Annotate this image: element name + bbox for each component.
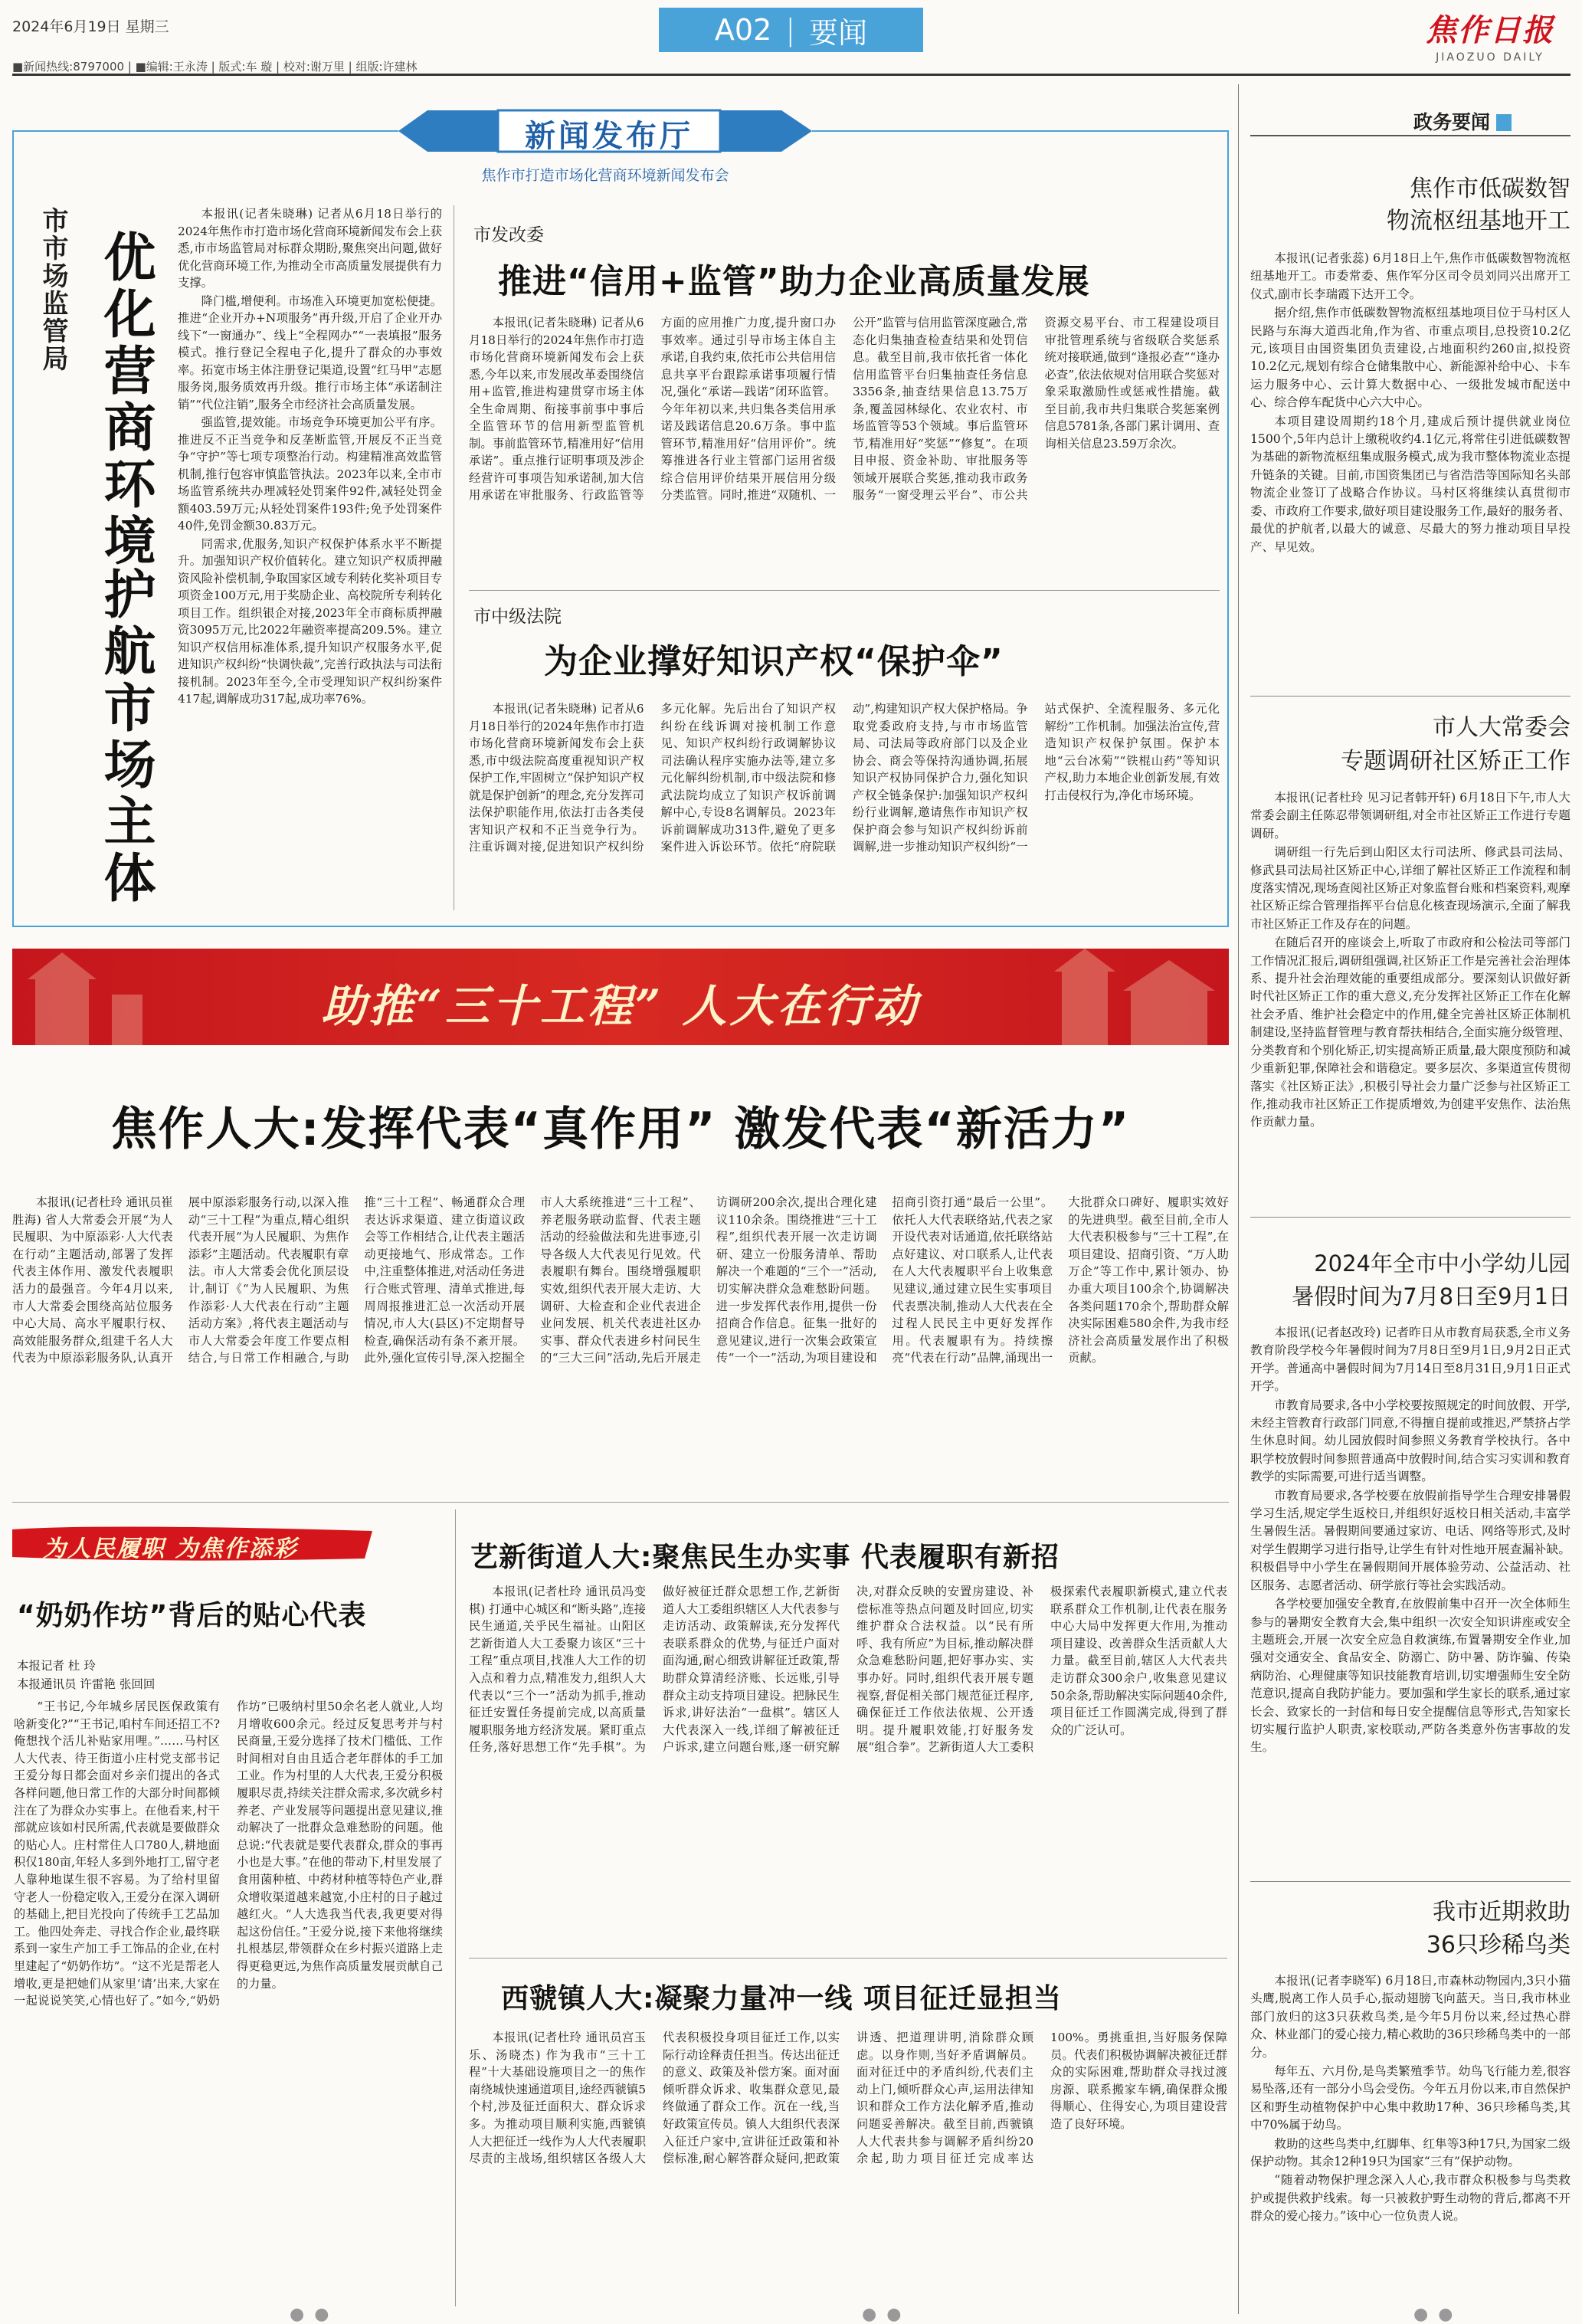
- press-banner: [398, 107, 812, 155]
- grandma-workshop-byline: 本报记者 杜 玲 本报通讯员 许雷艳 张回回: [17, 1659, 156, 1691]
- article-summer-vacation-body: 本报讯(记者赵改玲) 记者昨日从市教育局获悉,全市义务教育阶段学校今年暑假时间为7月8日至9月1日,9月2日正式开学。普通高中暑假时间为7月14日至8月31日,9月1日正式开学。 市教育局要求,各中小学校要按照规定的时间放假、开学,未经主管教育行政部门同意,不得擅自提前或推迟,严禁挤占学生休息时间。幼儿园放假时间参照义务教育学校执行。各中职学校放假时间参照普通高中放假时间,结合实习实训和教育教学的实际需要,可进行适当调整。 市教育局要求,各学校要在放假前指导学生合理安排暑假学习生活,规定学生返校日,并组织好返校日相关活动,丰富学生暑假生活。暑假期间要通过家访、电话、网络等形式,及时对学生假期学习进行指导,让学生有针对性地开展查漏补缺。积极倡导中小学生在暑假期间开展体验劳动、公益活动、社区服务、志愿者活动、研学旅行等社会实践活动。 各学校要加强安全教育,在放假前集中召开一次全体师生参与的暑期安全教育大会,集中组织一次安全知识讲座或安全主题班会,开展一次安全应急自救演练,布置暑期安全作业,加强对交通安全、食品安全、防溺亡、防中暑、防诈骗、传染病防治、心理健康等知识技能教育培训,切实增强师生安全防范意识,提高自我防护能力。要加强和学生家长的联系,通过家长会、致家长的一封信和每日安全提醒信息等形式,告知家长切实履行监护人职责,家校联动,严防各类意外伤害事故的发生。: [1250, 1326, 1571, 1755]
- press-banner-title: 新闻发布厅: [525, 119, 693, 154]
- yixin-street-body: 本报讯(记者杜玲 通讯员冯变棋) 打通中心城区和“断头路”,连接民生通道,关乎民生福祉。山阳区艺新街道人大工委聚力该区“三十工程”重点项目,找准人大工作的切入点和着力点,精准发力,组织人大代表以“三个一”活动为抓手,推动征迁安置任务提前完成,以高质量履职服务地方经济发展。紧盯重点任务,落好思想工作“先手棋”。为做好被征迁群众思想工作,艺新街道人大工委组织辖区人大代表参与走访活动、政策解读,充分发挥代表联系群众的优势,与征迁户面对面沟通,耐心细致讲解征迁政策,帮助群众算清经济账、长远账,引导群众主动支持项目建设。把脉民生诉求,讲好法治“一盘棋”。辖区人大代表深入一线,详细了解被征迁户诉求,建立问题台账,逐一研究解决,对群众反映的安置房建设、补偿标准等热点问题及时回应,切实维护群众合法权益。以“民有所呼、我有所应”为目标,推动解决群众急难愁盼问题,把好事办实、实事办好。同时,组织代表开展专题视察,督促相关部门规范征迁程序,确保征迁工作依法依规、公开透明。提升履职效能,打好服务发展“组合拳”。艺新街道人大工委积极探索代表履职新模式,建立代表联系群众工作机制,让代表在服务中心大局中发挥更大作用,为推动项目建设、改善群众生活贡献人大力量。截至目前,辖区人大代表共走访群众300余户,收集意见建议50余条,帮助解决实际问题40余件,项目征迁工作圆满完成,得到了群众的广泛认可。: [469, 1585, 1227, 1755]
- slogan-banner: [12, 949, 1229, 1045]
- logo-text: 焦作日报: [1426, 12, 1554, 48]
- article-summer-vacation: [1250, 1247, 1571, 1758]
- press-article-ip-body: 本报讯(记者朱晓琳) 记者从6月18日举行的2024年焦作市打造市场化营商环境新闻发布会上获悉,市中级法院高度重视知识产权保护工作,牢固树立“保护知识产权就是保护创新”的理念,充分发挥司法保护职能作用,依法打击各类侵害知识产权和不正当竞争行为。注重诉调对接,促进知识产权纠纷多元化解。先后出台了知识产权纠纷在线诉调对接机制工作意见、知识产权纠纷行政调解协议司法确认程序实施办法等,建立多元化解纠纷机制,市中级法院和修武法院均成立了知识产权诉前调解中心,专设8名调解员。2023年诉前调解成功313件,避免了更多案件进入诉讼环节。依托“府院联动”,构建知识产权大保护格局。争取党委政府支持,与市市场监管局、司法局等政府部门以及企业协会、商会等保持沟通协调,拓展知识产权协同保护合力,强化知识产权全链条保护:加强知识产权纠纷行业调解,邀请焦作市知识产权保护商会参与知识产权纠纷诉前调解,进一步推动知识产权纠纷“一站式保护、全流程服务、多元化解纷”工作机制。加强法治宣传,营造知识产权保护氛围。保护本地“云台冰菊”“铁棍山药”等知识产权,助力本地企业创新发展,有效打击侵权行为,净化市场环境。: [469, 702, 1220, 854]
- article-summer-vacation-title: 2024年全市中小学幼儿园 暑假时间为7月8日至9月1日: [1292, 1251, 1571, 1310]
- article-community-correction-body: 本报讯(记者杜玲 见习记者韩开轩) 6月18日下午,市人大常委会副主任陈忍带领调研组,对全市社区矫正工作进行专题调研。 调研组一行先后到山阳区太行司法所、修武县司法局、修武县司法局社区矫正中心,详细了解社区矫正工作流程和制度落实情况,现场查阅社区矫正对象监督台账和档案资料,观摩社区矫正综合管理指挥平台信息化核查现场演示,全面了解我市社区矫正工作及存在的问题。 在随后召开的座谈会上,听取了市政府和公检法司等部门工作情况汇报后,调研组强调,社区矫正工作是完善社会治理体系、提升社会治理效能的重要组成部分。要深刻认识做好新时代社区矫正工作的重大意义,充分发挥社区矫正工作在化解社会矛盾、维护社会稳定中的作用,健全完善社区矫正体制机制建设,坚持监督管理与教育帮扶相结合,全面实施分级管理、分类教育和个别化矫正,切实提高矫正质量,最大限度预防和减少重新犯罪,保障社会和谐稳定。要多层次、多渠道宣传贯彻落实《社区矫正法》,积极引导社会力量广泛参与社区矫正工作,推动我市社区矫正工作提质增效,为创建平安焦作、法治焦作贡献力量。: [1250, 791, 1571, 1129]
- press-side-label: 市市场监管局: [38, 207, 68, 372]
- article-logistics: [1250, 173, 1571, 557]
- press-article-ip-kicker: 市中级法院: [473, 607, 562, 627]
- continuation-dots-mid: ● ●: [862, 2305, 904, 2324]
- press-article-credit-body: 本报讯(记者朱晓琳) 记者从6月18日举行的2024年焦作市打造市场化营商环境新闻发布会上获悉,今年以来,市发展改革委围绕信用+监管,推进构建贯穿市场主体全生命周期、衔接事前事中事后全监管环节的信用新型监管机制。事前监管环节,精准用好“信用承诺”。重点推行证明事项及涉企经营许可事项告知承诺制,加大信用承诺在审批服务、行政监管等方面的应用推广力度,提升窗口办事效率。通过引导市场主体自主承诺,自我约束,依托市公共信用信息共享平台跟踪承诺事项履行情况,强化“承诺—践诺”闭环监管。今年年初以来,共归集各类信用承诺及践诺信息20.6万条。事中监管环节,精准用好“信用评价”。统筹推进各行业主管部门运用省级综合信用评价结果开展信用分级分类监管。同时,推进“双随机、一公开”监管与信用监管深度融合,常态化归集抽查检查结果和处罚信息。截至目前,我市依托省一体化信用监管平台归集抽查任务信息3356条,抽查结果信息13.75万条,覆盖园林绿化、农业农村、市场监管等53个领域。事后监管环节,精准用好“奖惩”“修复”。在项目申报、资金补助、审批服务等领域开展联合奖惩,推动我市政务服务“一窗受理云平台”、市公共资源交易平台、市工程建设项目审批管理系统与省级联合奖惩系统对接联通,做到“逢报必查”“逢办必查”,依法依规对信用联合奖惩对象采取激励性或惩戒性措施。截至目前,我市共归集联合奖惩案例信息5781条,各部门累计调用、查询相关信息23.59万余次。: [469, 316, 1220, 502]
- press-market-body: 本报讯(记者朱晓琳) 记者从6月18日举行的2024年焦作市打造市场化营商环境新闻发布会上获悉,市市场监管局对标群众期盼,聚焦突出问题,做好优化营商环境工作,为推动全市高质量发展提供有力支撑。 降门槛,增便利。市场准入环境更加宽松便捷。推进“企业开办+N项服务”再升级,开启了企业开办线下“一窗通办”、线上“全程网办”“一表填报”服务模式。推行登记全程电子化,提升了群众的办事效率。拓宽市场主体注册登记渠道,设置“红马甲”志愿服务岗,服务质效再升级。推行市场主体“承诺制注销”“代位注销”,服务全市经济社会高质量发展。 强监管,提效能。市场竞争环境更加公平有序。推进反不正当竞争和反垄断监管,开展反不正当竞争“守护”等七项专项整治行动。构建精准高效监管机制,推行包容审慎监管执法。2023年以来,全市市场监管系统共办理减轻处罚案件92件,减轻处罚金额403.59万元;从轻处罚案件193件;免予处罚案件40件,免罚金额30.83万元。 同需求,优服务,知识产权保护体系水平不断提升。加强知识产权价值转化。建立知识产权质押融资风险补偿机制,争取国家区域专利转化奖补项目专项资金100万元,用于奖励企业、高校院所专利转化项目工作。组织银企对接,2023年全市商标质押融资3095万元,比2022年融资率提高209.5%。建立知识产权信用标准体系,提升知识产权服务水平,促进知识产权纠纷“快调快裁”,完善行政执法与司法衔接机制。2023年至今,全市受理知识产权纠纷案件417起,调解成功317起,成功率76%。: [178, 207, 442, 706]
- article-logistics-title: 焦作市低碳数智 物流枢纽基地开工: [1387, 175, 1571, 234]
- yixin-street-title: 艺新街道人大:聚焦民生办实事 代表履职有新招: [470, 1542, 1060, 1573]
- slogan-text: 助推“三十工程” 人大在行动: [321, 980, 920, 1032]
- newspaper-logo: [1410, 6, 1571, 64]
- article-logistics-body: 本报讯(记者张蕊) 6月18日上午,焦作市低碳数智物流枢纽基地开工。市委常委、焦作军分区司令员刘同兴出席开工仪式,副市长李瑞霞下达开工令。 据介绍,焦作市低碳数智物流枢纽基地项目位于马村区人民路与东海大道西北角,作为省、市重点项目,总投资10.2亿元,该项目由国资集团负责建设,占地面积约260亩,拟投资10.2亿元,规划有综合仓储集散中心、新能源补给中心、卡车运力服务中心、云计算大数据中心、一级批发城市配送中心、综合停车配货中心六大中心。 本项目建设周期约18个月,建成后预计提供就业岗位1500个,5年内总计上缴税收约4.1亿元,将常住引进低碳数智为基础的新物流枢纽集成服务模式,成为我市整体物流业态提升链条的关键。目前,市国资集团已与省浩浩等国际知名头部物流企业签订了战略合作协议。马村区将继续认真贯彻市委、市政府工作要求,做好项目建设服务工作,最好的服务者、最优的护航者,以最大的诚意、尽最大的努力推动项目早投产、早见效。: [1250, 251, 1571, 554]
- sub-story-band: [12, 1523, 372, 1563]
- press-article-ip-title: 为企业撑好知识产权“保护伞”: [544, 642, 1004, 681]
- article-bird-rescue-body: 本报讯(记者李晓军) 6月18日,市森林动物园内,3只小猫头鹰,脱离工作人员手心,振动翅膀飞向蓝天。当日,我市林业部门放归的这3只获救鸟类,是今年5月份以来,经过热心群众、林业部门的爱心接力,精心救助的36只珍稀鸟类中的一部分。 每年五、六月份,是鸟类繁殖季节。幼鸟飞行能力差,很容易坠落,还有一部分小鸟会受伤。今年五月份以来,市自然保护区和野生动植物保护中心集中救助17种、36只珍稀鸟类,其中70%属于幼鸟。 救助的这些鸟类中,红脚隼、红隼等3种17只,为国家二级保护动物。其余12种19只为国家“三有”保护动物。 “随着动物保护理念深入人心,我市群众积极参与鸟类救护或提供救护线索。每一只被救护野生动物的背后,都离不开群众的爱心接力。”该中心一位负责人说。: [1250, 1974, 1571, 2224]
- article-community-correction: [1250, 711, 1571, 1132]
- press-main-title-2: 护航市场主体: [95, 567, 156, 907]
- press-article-credit-kicker: 市发改委: [473, 225, 544, 245]
- xiguo-town-title: 西虢镇人大:凝聚力量冲一线 项目征迁显担当: [501, 1983, 1062, 2014]
- grandma-workshop-body: “王书记,今年城乡居民医保政策有啥新变化?”“王书记,咱村车间还招工不?俺想找个活儿补贴家用哩。”……马村区人大代表、待王街道小庄村党支部书记王爱分每日都会面对乡亲们提出的各式各样问题,他日常工作的大部分时间都倾注在了为群众办实事上。在他看来,村干部就应该如村民所需,代表就是要做群众的贴心人。庄村常住人口780人,耕地面积仅180亩,年轻人多到外地打工,留守老人靠种地谋生很不容易。为了给村里留守老人一份稳定收入,王爱分在深入调研的基础上,把目光投向了传统手工艺品加工。他四处奔走、寻找合作企业,最终联系到一家生产加工手工饰品的企业,在村里建起了“奶奶作坊”。“这不光是帮老人增收,更是把她们从家里‘请’出来,大家在一起说说笑笑,心情也好了。”如今,“奶奶作坊”已吸纳村里50余名老人就业,人均月增收600余元。经过反复思考并与村民商量,王爱分选择了技术门槛低、工作时间相对自由且适合老年群体的手工加工业。作为村里的人大代表,王爱分积极履职尽责,持续关注群众需求,多次就乡村养老、产业发展等问题提出意见建议,推动解决了一批群众急难愁盼的问题。他总说:“代表就是要代表群众,群众的事再小也是大事。”在他的带动下,村里发展了食用菌种植、中药材种植等特色产业,群众增收渠道越来越宽,小庄村的日子越过越红火。“人大选我当代表,我更要对得起这份信任。”王爱分说,接下来他将继续扎根基层,带领群众在乡村振兴道路上走得更稳更远,为焦作高质量发展贡献自己的力量。: [14, 1700, 443, 2008]
- article-bird-rescue-title: 我市近期救助 36只珍稀鸟类: [1426, 1899, 1571, 1959]
- press-article-credit: [467, 221, 1218, 303]
- page-number: A02: [714, 13, 772, 47]
- continuation-dots-left: ● ●: [290, 2305, 332, 2324]
- logo-english: JIAOZUO DAILY: [1436, 51, 1544, 64]
- article-community-correction-title: 市人大常委会 专题调研社区矫正工作: [1341, 714, 1571, 775]
- press-subtitle: 焦作市打造市场化营商环境新闻发布会: [481, 167, 729, 184]
- issue-date: 2024年6月19日 星期三: [12, 18, 169, 35]
- xiguo-town-body: 本报讯(记者杜玲 通讯员宫玉乐、汤晓杰) 作为我市“三十工程”十大基础设施项目之一的焦作南绕城快速通道项目,途经西虢镇5个村,涉及征迁面积大、群众诉求多。为推动项目顺利实施,西虢镇人大把征迁一线作为人大代表履职尽责的主战场,组织辖区各级人大代表积极投身项目征迁工作,以实际行动诠释责任担当。传达出征迁的意义、政策及补偿方案。面对面倾听群众诉求、收集群众意见,最终做通了群众工作。沉在一线,当好政策宣传员。镇人大组织代表深入征迁户家中,宣讲征迁政策和补偿标准,耐心解答群众疑问,把政策讲透、把道理讲明,消除群众顾虑。以身作则,当好矛盾调解员。面对征迁中的矛盾纠纷,代表们主动上门,倾听群众心声,运用法律知识和群众工作方法化解矛盾,推动问题妥善解决。截至目前,西虢镇人大代表共参与调解矛盾纠纷20余起,助力项目征迁完成率达100%。勇挑重担,当好服务保障员。代表们积极协调解决被征迁群众的实际困难,帮助群众寻找过渡房源、联系搬家车辆,确保群众搬得顺心、住得安心,为项目建设营造了良好环境。: [469, 2031, 1227, 2166]
- continuation-dots-right: ● ●: [1413, 2305, 1456, 2324]
- staff-line: ■新闻热线:8797000 | ■编辑:王永涛 | 版式:车 璇 | 校对:谢万里 | 组版:许建林: [12, 60, 418, 74]
- section-name: 要闻: [809, 15, 868, 50]
- article-bird-rescue: [1250, 1896, 1571, 2227]
- right-section-tag: 政务要闻: [1413, 107, 1512, 135]
- press-article-credit-title: 推进“信用+监管”助力企业高质量发展: [498, 262, 1090, 301]
- sub-story-band-text: 为人民履职 为焦作添彩: [43, 1536, 298, 1562]
- press-article-ip: [467, 602, 1218, 683]
- grandma-workshop-title: “奶奶作坊”背后的贴心代表: [17, 1600, 367, 1631]
- people-congress-body: 本报讯(记者杜玲 通讯员崔胜海) 省人大常委会开展“为人民履职、为中原添彩·人大代表在行动”主题活动,部署了发挥代表主体作用、激发代表履职活力的最强音。今年4月以来,市人大常委会围绕高站位服务中心大局、高水平履职行权、高效能服务群众,组建千名人大代表为中原添彩服务队,认真开展中原添彩服务行动,以深入推动“三十工程”为重点,精心组织代表开展“为人民履职、为焦作添彩”主题活动。代表履职有章法。市人大常委会优化顶层设计,制订《“为人民履职、为焦作添彩·人大代表在行动”主题活动方案》,将代表主题活动与市人大常委会年度工作要点相结合,与日常工作相融合,与助推“三十工程”、畅通群众合理表达诉求渠道、建立街道议政会等工作相结合,让代表主题活动更接地气、形成常态。工作中,注重整体推进,对活动任务进行合账式管理、清单式推进,每周周报推进汇总一次活动开展情况,市人大(县区)不定期督导检查,确保活动有条不紊开展。此外,强化宣传引导,深入挖掘全市人大系统推进“三十工程”、养老服务联动监督、代表主题活动的经验做法和先进事迹,引导各级人大代表见行见效。代表履职有舞台。围绕增强履职实效,组织代表开展大走访、大调研、大检查和企业代表进企业问发展、机关代表进社区办实事、群众代表进乡村问民生的“三大三问”活动,先后开展走访调研200余次,提出合理化建议110余条。围绕推进“三十工程”,组织代表开展一次走访调研、建立一份服务清单、帮助解决一个难题的“三个一”活动,切实解决群众急难愁盼问题。进一步发挥代表作用,提供一份招商合作信息。征集一批好的意见建议,进行一次集会政策宣传“一个一”活动,为项目建设和招商引资打通“最后一公里”。依托人大代表联络站,代表之家开设代表对话通道,依托联络站点好建议、对口联系人,让代表在人大代表履职平台上收集意见建议,通过建立民生实事项目代表票决制,推动人大代表在全过程人民民主中更好发挥作用。代表履职有为。持续擦亮“代表在行动”品牌,涌现出一大批群众口碑好、履职实效好的先进典型。截至目前,全市人大代表积极参与“三十工程”,在项目建设、招商引资、“万人助万企”等工作中,累计领办、协办重大项目100余个,协调解决各类问题170余个,帮助群众解决实际困难580余件,为我市经济社会高质量发展作出了积极贡献。: [12, 1195, 1229, 1365]
- people-congress-headline: 焦作人大:发挥代表“真作用” 激发代表“新活力”: [110, 1103, 1131, 1156]
- press-main-title: 优化营商环境: [95, 230, 156, 570]
- page-number-box: A02 | 要闻: [659, 8, 923, 52]
